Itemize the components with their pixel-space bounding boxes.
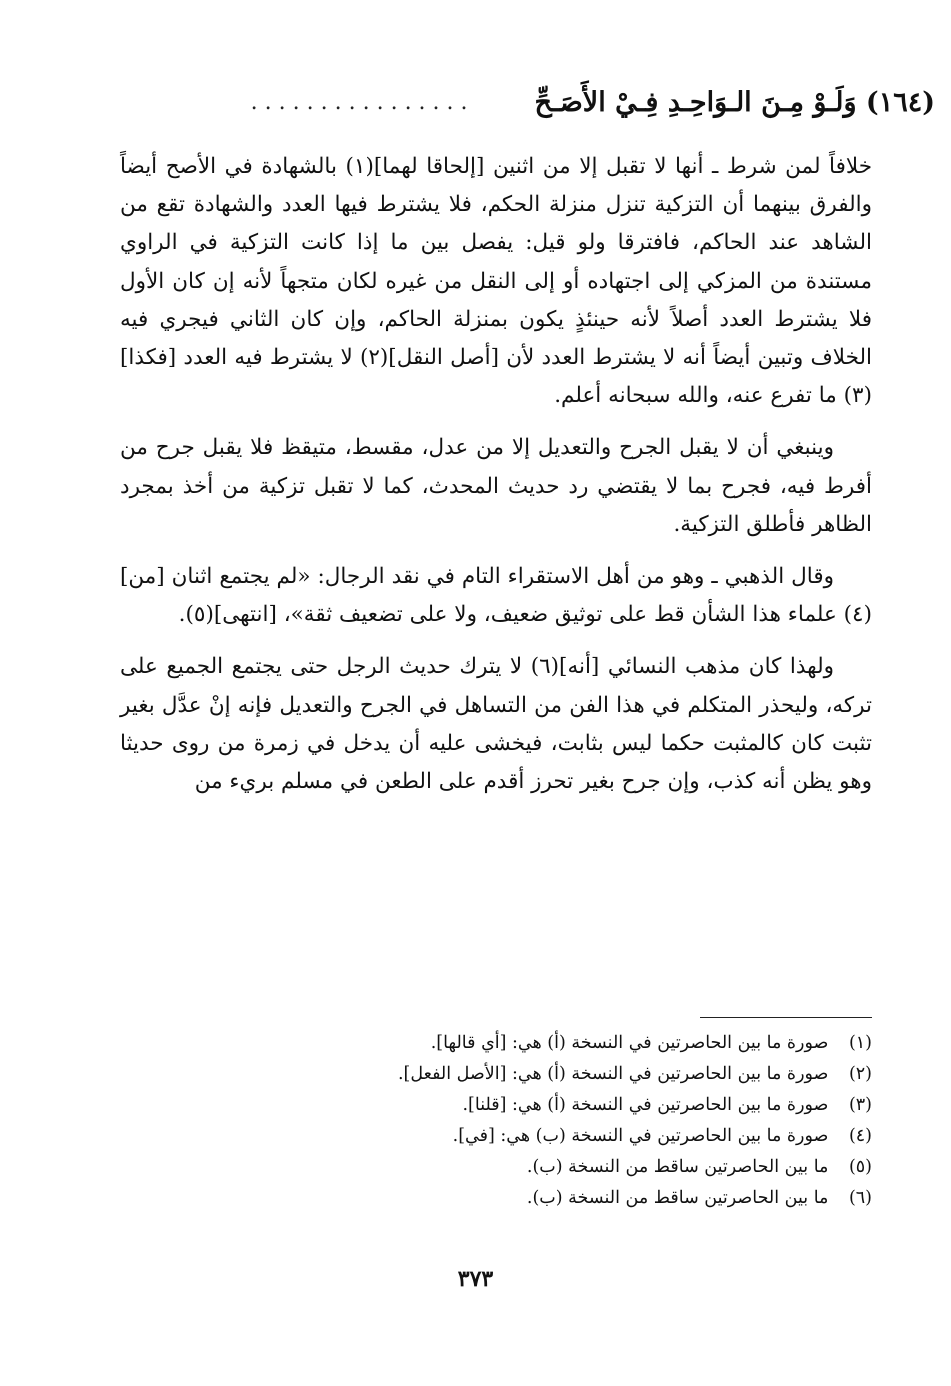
footnote-text: صورة ما بين الحاصرتين في النسخة (أ) هي: [أي قالها]. [430,1033,829,1053]
footnote-number: (٣) [848,1095,872,1115]
footnote-number: (٥) [848,1157,872,1177]
paragraph: ولهذا كان مذهب النسائي [أنه](٦) لا يترك حديث الرجل حتى يجتمع الجميع على تركه، وليحذر المتكلم في هذا الفن من التساهل في الجرح والتعديل فإنه إنْ عدَّل بغير تثبت كان كالمثبت حكما ليس بثابت، فيخشى عليه أن يدخل في زمرة من روى حديثا وهو يظن أنه كذب، وإن جرح بغير تحرز أقدم على الطعن في مسلم بريء من [120,654,872,795]
footnote-text: ما بين الحاصرتين ساقط من النسخة (ب). [526,1188,829,1208]
running-header [120,82,935,122]
paragraph: وقال الذهبي ـ وهو من أهل الاستقراء التام في نقد الرجال: «لم يجتمع اثنان [من](٤) علماء هذا الشأن قط على توثيق ضعيف، ولا على تضعيف ثقة»، [انتهى](٥). [120,564,872,628]
page-number: ٣٧٣ [457,1266,494,1292]
header-title: (١٦٤) وَلَـوْ مِـنَ الـوَاحِـدِ فِـيْ الأَصَـحِّ [534,86,935,118]
footnote [120,1059,872,1090]
footnote-text: صورة ما بين الحاصرتين في النسخة (أ) هي: [الأصل الفعل]. [397,1064,829,1084]
paragraph: خلافاً لمن شرط ـ أنها لا تقبل إلا من اثنين [إلحاقا لهما](١) بالشهادة في الأصح أيضاً والفرق بينهما أن التزكية تنزل منزلة الحكم، فلا يشترط فيها العدد والشهادة تقع من الشاهد عند الحاكم، فافترقا ولو قيل: يفصل بين ما إذا كانت التزكية في الراوي مستندة من المزكي إلى اجتهاده أو إلى النقل من غيره لكان متجهاً لأنه إن كان الأول فلا يشترط العدد أصلاً لأنه حينئذٍ يكون بمنزلة الحاكم، وإن كان الثاني فيجري فيه الخلاف وتبين أيضاً أنه لا يشترط العدد لأن [أصل النقل](٢) لا يشترط فيه العدد [فكذا](٣) ما تفرع عنه، والله سبحانه أعلم. [120,154,873,409]
paragraph: وينبغي أن لا يقبل الجرح والتعديل إلا من عدل، مقسط، متيقظ فلا يقبل جرح من أفرط فيه، فجرح بما لا يقتضي رد حديث المحدث، كما لا تقبل تزكية من أخذ بمجرد الظاهر فأطلق التزكية. [120,435,872,537]
footnote-text: صورة ما بين الحاصرتين في النسخة (أ) هي: [قلنا]. [462,1095,829,1115]
footnote-number: (١) [848,1033,872,1053]
footnote-separator [700,1017,872,1018]
footnotes [120,1028,872,1214]
footnote [120,1028,872,1059]
footnote-text: ما بين الحاصرتين ساقط من النسخة (ب). [526,1157,829,1177]
footnote [120,1183,872,1214]
footnote [120,1152,872,1183]
footnote [120,1090,872,1121]
footnote-number: (٦) [848,1188,872,1208]
header-dot-leader: ................ [250,89,475,115]
footnote [120,1121,872,1152]
main-text [120,148,872,815]
footnote-number: (٢) [848,1064,872,1084]
footnote-text: صورة ما بين الحاصرتين في النسخة (ب) هي: [في]. [452,1126,829,1146]
footnote-number: (٤) [848,1126,872,1146]
